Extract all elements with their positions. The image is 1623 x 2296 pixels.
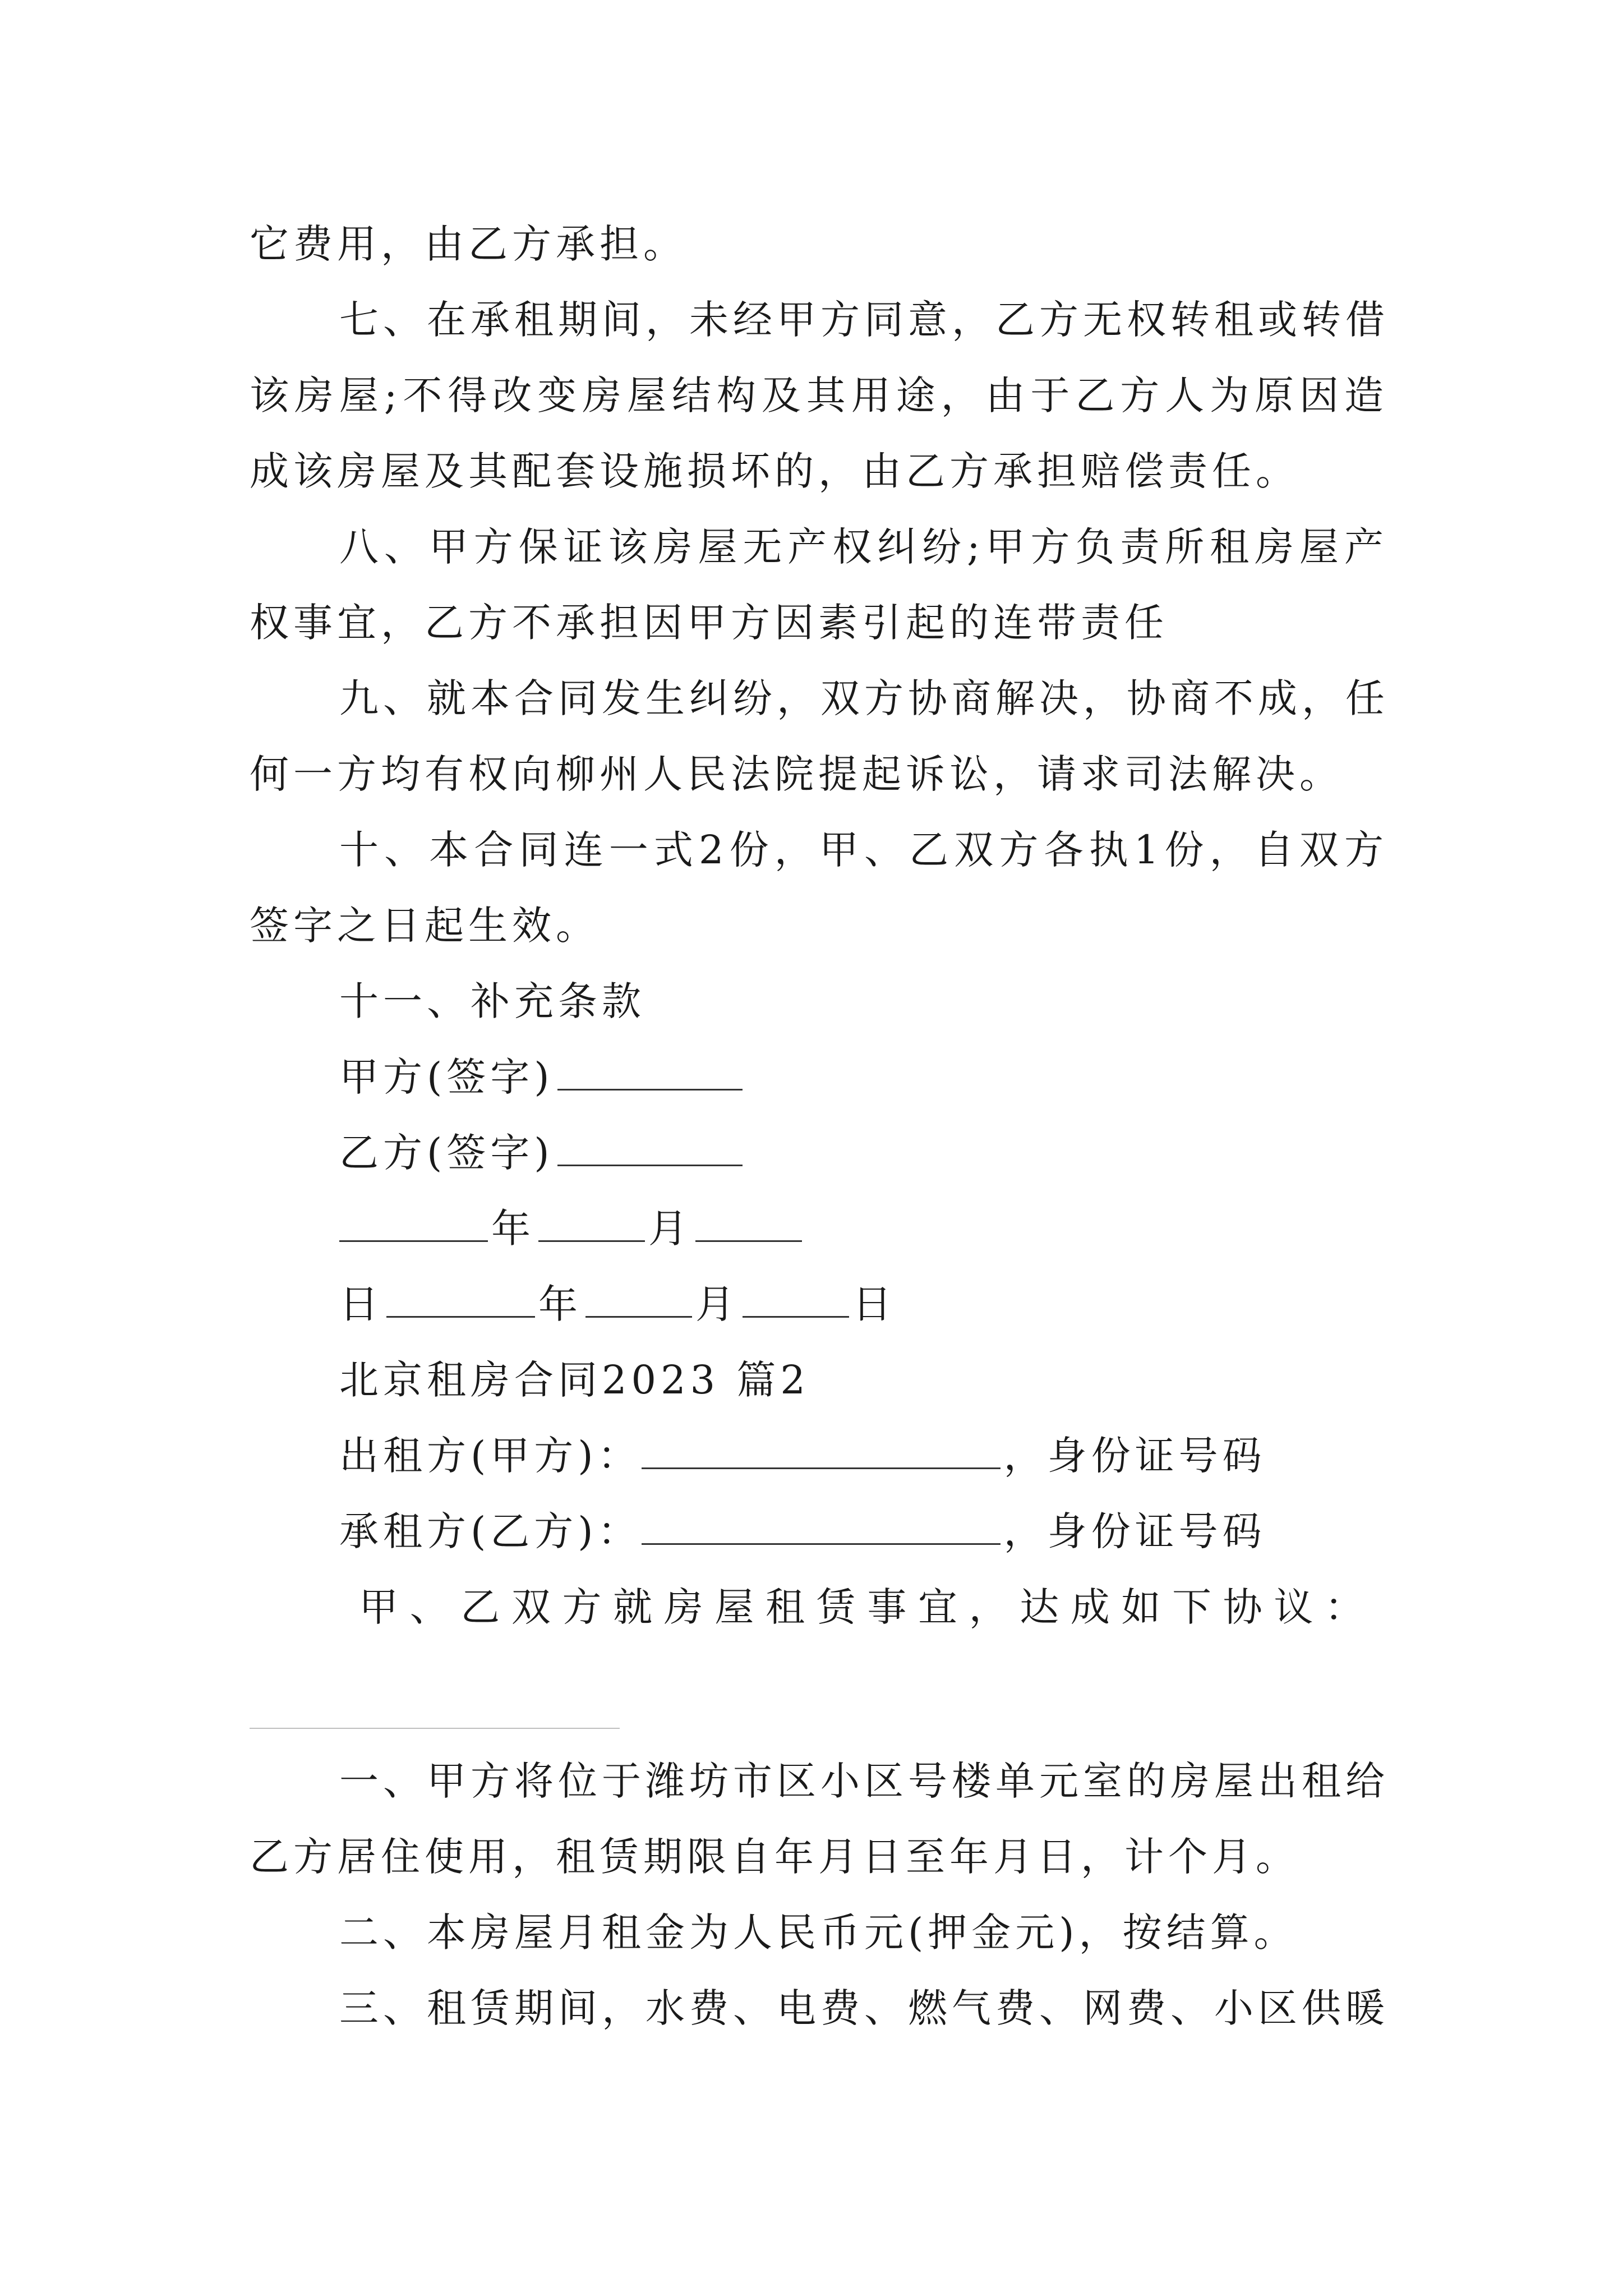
day-label: 日 [339,1281,383,1327]
clause-7-line-1: 七、在承租期间，未经甲方同意，乙方无权转租或转借 [339,297,1389,343]
year-blank-2[interactable] [386,1277,535,1318]
day-label-2: 日 [852,1281,896,1327]
clause-1-line-2: 乙方居住使用，租赁期限自年月日至年月日，计个月。 [250,1834,1299,1880]
lessor-row [339,1428,1388,1484]
lessee-row [339,1503,1388,1559]
party-a-signature-blank[interactable] [557,1050,743,1091]
lessee-name-blank[interactable] [642,1504,1000,1545]
year-label-2: 年 [538,1281,582,1327]
party-b-signature-row [339,1125,1388,1181]
day-blank-2[interactable] [743,1277,849,1318]
date-row-1 [339,1200,1388,1257]
lessee-id-label: ，身份证号码 [1003,1508,1266,1554]
month-blank[interactable] [538,1201,645,1242]
clause-11-heading: 十一、补充条款 [339,978,645,1024]
month-label-2: 月 [695,1281,739,1327]
party-b-signature-label: 乙方(签字) [339,1130,554,1176]
clause-3-line-1: 三、租赁期间，水费、电费、燃气费、网费、小区供暖 [339,1985,1389,2031]
section-2-title: 北京租房合同2023 篇2 [339,1357,810,1403]
clause-1-line-1: 一、甲方将位于潍坊市区小区号楼单元室的房屋出租给 [339,1758,1389,1804]
text-line: 它费用，由乙方承担。 [250,221,687,267]
lessor-label: 出租方(甲方)： [339,1433,642,1479]
year-blank[interactable] [339,1201,488,1242]
agreement-intro: 甲、乙双方就房屋租赁事宜，达成如下协议： [359,1584,1368,1630]
month-blank-2[interactable] [585,1277,692,1318]
clause-8-line-1: 八、甲方保证该房屋无产权纠纷;甲方负责所租房屋产 [339,524,1388,570]
clause-7-line-3: 成该房屋及其配套设施损坏的，由乙方承担赔偿责任。 [250,448,1299,494]
clause-8-line-2: 权事宜，乙方不承担因甲方因素引起的连带责任 [250,600,1168,646]
party-b-signature-blank[interactable] [557,1125,743,1166]
clause-10-line-2: 签字之日起生效。 [250,903,600,949]
date-row-2 [339,1276,1388,1332]
party-a-signature-row [339,1049,1388,1105]
clause-7-line-2: 该房屋;不得改变房屋结构及其用途，由于乙方人为原因造 [250,372,1388,418]
clause-10-line-1: 十、本合同连一式2份，甲、乙双方各执1份，自双方 [339,827,1388,873]
clause-2: 二、本房屋月租金为人民币元(押金元)，按结算。 [339,1910,1298,1955]
day-blank[interactable] [695,1201,802,1242]
page-divider [250,1728,620,1729]
lessor-id-label: ，身份证号码 [1003,1433,1266,1479]
month-label: 月 [648,1205,692,1251]
clause-9-line-2: 何一方均有权向柳州人民法院提起诉讼，请求司法解决。 [250,751,1343,797]
party-a-signature-label: 甲方(签字) [339,1054,554,1100]
year-label: 年 [491,1205,535,1251]
clause-9-line-1: 九、就本合同发生纠纷，双方协商解决，协商不成，任 [339,675,1389,721]
lessor-name-blank[interactable] [642,1428,1000,1469]
lessee-label: 承租方(乙方)： [339,1508,642,1554]
